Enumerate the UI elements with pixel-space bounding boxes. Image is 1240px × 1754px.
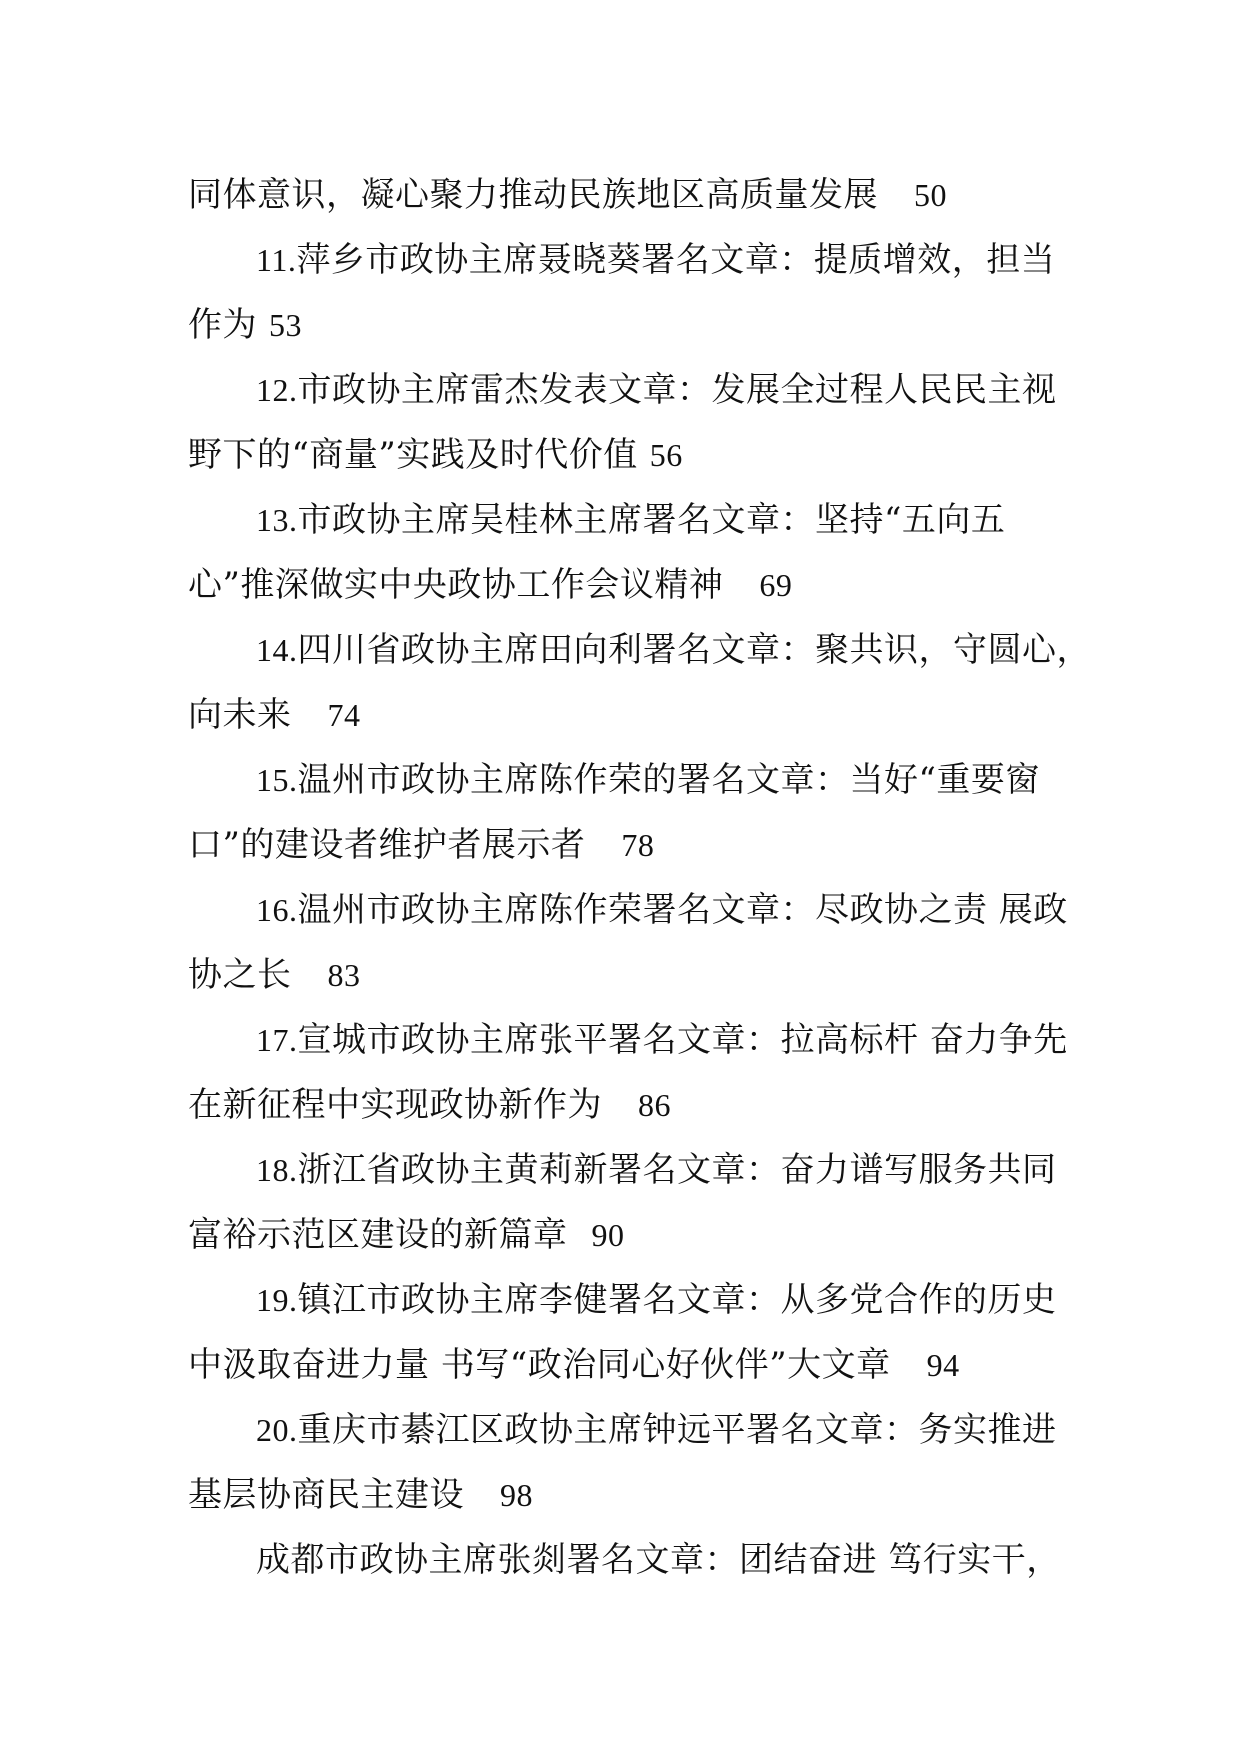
toc-entry-text: 同体意识，凝心聚力推动民族地区高质量发展 <box>188 175 878 215</box>
toc-line <box>188 943 1088 1008</box>
toc-entry-text: 浙江省政协主黄莉新署名文章：奋力谱写服务共同 <box>297 1150 1057 1190</box>
toc-page-number: 74 <box>327 697 361 733</box>
toc-entry-text: 在新征程中实现政协新作为 <box>188 1085 602 1125</box>
toc-entry-text: 萍乡市政协主席聂晓葵署名文章：提质增效，担当 <box>296 240 1056 280</box>
toc-page-number: 53 <box>269 307 302 343</box>
toc-entry-text: 重庆市綦江区政协主席钟远平署名文章：务实推进 <box>297 1410 1057 1450</box>
toc-page-number: 83 <box>327 957 361 993</box>
toc-entry-text: 基层协商民主建设 <box>188 1475 464 1515</box>
toc-line <box>188 1203 1088 1268</box>
toc-entry-text: 心”推深做实中央政协工作会议精神 <box>188 565 724 605</box>
toc-entry-number: 13. <box>256 502 298 538</box>
toc-entry-text: 口”的建设者维护者展示者 <box>188 825 586 865</box>
toc-entry-text: 富裕示范区建设的新篇章 <box>188 1215 568 1255</box>
toc-line <box>188 878 1088 943</box>
toc-entry-number: 12. <box>256 372 298 408</box>
toc-entry-text: 中汲取奋进力量 书写“政治同心好伙伴”大文章 <box>188 1345 891 1385</box>
toc-page-number: 94 <box>926 1347 960 1383</box>
toc-entry-number: 15. <box>256 762 298 798</box>
toc-line <box>188 1463 1088 1528</box>
toc-page-number: 69 <box>759 567 793 603</box>
toc-entry-number: 17. <box>256 1022 298 1058</box>
toc-line <box>188 1138 1088 1203</box>
toc-entry-text: 温州市政协主席陈作荣署名文章：尽政协之责 展政 <box>297 890 1068 930</box>
toc-line <box>188 293 1088 358</box>
toc-line <box>188 1268 1088 1333</box>
toc-entry-text: 温州市政协主席陈作荣的署名文章：当好“重要窗 <box>297 760 1040 800</box>
toc-line <box>188 1528 1088 1593</box>
toc-entry-number: 20. <box>256 1412 298 1448</box>
toc-entry-number: 14. <box>256 632 298 668</box>
toc-line <box>188 1398 1088 1463</box>
toc-line <box>188 1073 1088 1138</box>
toc-entry-text: 作为 <box>188 305 257 345</box>
toc-page-number: 78 <box>621 827 655 863</box>
toc-entry-text: 市政协主席吴桂林主席署名文章：坚持“五向五 <box>297 500 1006 540</box>
toc-entry-number: 16. <box>256 892 298 928</box>
toc-line <box>188 748 1088 813</box>
toc-entry-text: 成都市政协主席张剡署名文章：团结奋进 笃行实干， <box>256 1540 1061 1580</box>
toc-entry-number: 18. <box>256 1152 298 1188</box>
toc-line <box>188 683 1088 748</box>
toc-line <box>188 618 1091 683</box>
toc-line <box>188 358 1088 423</box>
toc-line <box>188 813 1088 878</box>
toc-page-number: 98 <box>500 1477 533 1513</box>
toc-entry-text: 四川省政协主席田向利署名文章：聚共识，守圆心， <box>297 630 1091 670</box>
toc-page-number: 50 <box>914 177 947 213</box>
toc-line <box>188 488 1088 553</box>
table-of-contents <box>188 163 1091 1593</box>
toc-entry-text: 宣城市政协主席张平署名文章：拉高标杆 奋力争先 <box>297 1020 1068 1060</box>
toc-page-number: 90 <box>591 1217 625 1253</box>
toc-page-number: 56 <box>649 437 683 473</box>
toc-line <box>188 1333 1088 1398</box>
toc-entry-text: 向未来 <box>188 695 292 735</box>
toc-entry-number: 11. <box>256 242 297 278</box>
toc-line <box>188 163 1088 228</box>
toc-entry-text: 协之长 <box>188 955 292 995</box>
toc-entry-text: 镇江市政协主席李健署名文章：从多党合作的历史 <box>297 1280 1057 1320</box>
toc-line <box>188 423 1088 488</box>
toc-line <box>188 1008 1088 1073</box>
toc-entry-text: 市政协主席雷杰发表文章：发展全过程人民民主视 <box>297 370 1057 410</box>
toc-page-number: 86 <box>638 1087 671 1123</box>
toc-line <box>188 553 1088 618</box>
toc-line <box>188 228 1088 293</box>
toc-entry-text: 野下的“商量”实践及时代价值 <box>188 435 638 475</box>
toc-entry-number: 19. <box>256 1282 298 1318</box>
